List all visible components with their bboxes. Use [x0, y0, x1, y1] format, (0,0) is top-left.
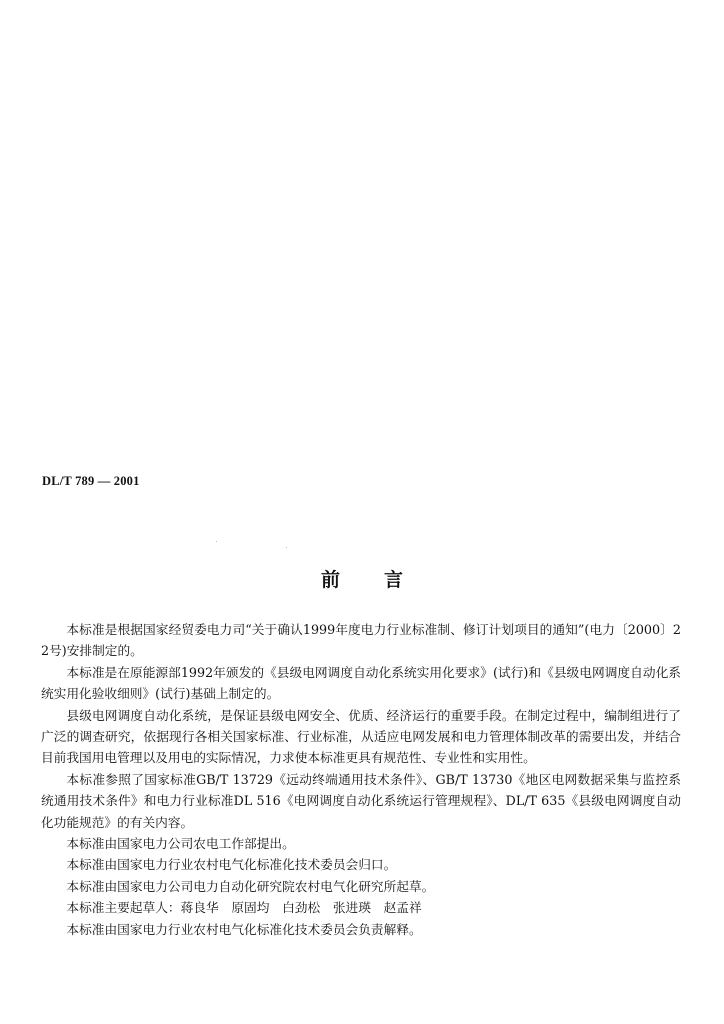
- paragraph: 县级电网调度自动化系统，是保证县级电网安全、优质、经济运行的重要手段。在制定过程中，编制组进行了广泛的调查研究，依据现行各相关国家标准、行业标准，从适应电网发展和电力管理体制改革的需要出发，并结合目前我国用电管理以及用电的实际情况，力求使本标准更具有规范性、专业性和实用性。: [41, 707, 681, 766]
- paragraph: 本标准是根据国家经贸委电力司“关于确认1999年度电力行业标准制、修订计划项目的通知”(电力〔2000〕22号)安排制定的。: [41, 622, 681, 659]
- section-title: 前言: [320, 569, 447, 591]
- document-code: DL/T 789 — 2001: [42, 474, 140, 488]
- paragraph: 本标准是在原能源部1992年颁发的《县级电网调度自动化系统实用化要求》(试行)和《县级电网调度自动化系统实用化验收细则》(试行)基础上制定的。: [41, 664, 681, 702]
- paragraph: 本标准由国家电力公司农电工作部提出。: [66, 836, 295, 852]
- scan-speck: [286, 547, 287, 548]
- paragraph: 本标准参照了国家标准GB/T 13729《远动终端通用技术条件》、GB/T 13730《地区电网数据采集与监控系统通用技术条件》和电力行业标准DL 516《电网调度自动化系统运行管理规程》、DL/T 635《县级电网调度自动化功能规范》的有关内容。: [41, 771, 681, 830]
- foreword-body: [41, 619, 681, 940]
- paragraph: 本标准由国家电力行业农村电气化标准化技术委员会负责解释。: [66, 921, 422, 937]
- paragraph: 本标准主要起草人：蒋良华 原固均 白劲松 张进瑛 赵孟祥: [66, 900, 422, 916]
- paragraph: 本标准由国家电力行业农村电气化标准化技术委员会归口。: [66, 857, 397, 873]
- paragraph: 本标准由国家电力公司电力自动化研究院农村电气化研究所起草。: [66, 878, 435, 894]
- scan-speck: [216, 541, 217, 542]
